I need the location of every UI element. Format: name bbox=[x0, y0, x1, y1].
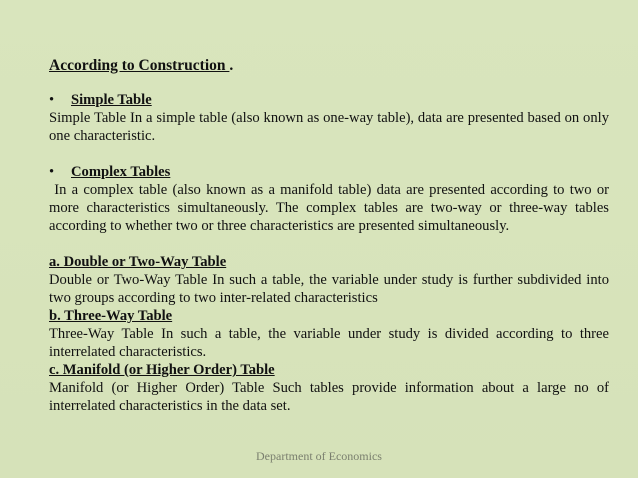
manifold-table-title: c. Manifold (or Higher Order) Table bbox=[49, 362, 275, 378]
slide-content bbox=[49, 57, 613, 415]
simple-table-text: Simple Table In a simple table (also known as one-way table), data are presented based on only one characteristic. bbox=[49, 110, 609, 144]
bullet-icon: • bbox=[49, 164, 55, 180]
footer-text: Department of Economics bbox=[256, 449, 382, 463]
three-way-table-text: Three-Way Table In such a table, the variable under study is divided according to three interrelated characteristics. bbox=[49, 326, 609, 360]
page-title-trail: . bbox=[229, 57, 234, 74]
bullet-icon: • bbox=[49, 92, 55, 108]
spacer bbox=[49, 145, 609, 163]
page-title-text: According to Construction bbox=[49, 57, 230, 74]
complex-tables-title: Complex Tables bbox=[71, 164, 171, 180]
two-way-table-title: a. Double or Two-Way Table bbox=[49, 254, 227, 270]
simple-table-title: Simple Table bbox=[71, 92, 152, 108]
complex-tables-heading bbox=[49, 163, 609, 181]
complex-tables-text: In a complex table (also known as a manifold table) data are presented according to two or more characteristics simultaneously. The complex tables are two-way or three-way tables according to whether two or three characteristics are presented simultaneously. bbox=[49, 182, 613, 234]
spacer bbox=[49, 235, 609, 253]
page-title bbox=[49, 57, 609, 77]
manifold-table-text: Manifold (or Higher Order) Table Such tables provide information about a large no of interrelated characteristics in the data set. bbox=[49, 380, 609, 414]
two-way-table-text: Double or Two-Way Table In such a table, the variable under study is further subdivided into two groups according to two inter-related characteristics bbox=[49, 272, 609, 306]
simple-table-heading bbox=[49, 91, 609, 109]
three-way-table-title: b. Three-Way Table bbox=[49, 308, 173, 324]
